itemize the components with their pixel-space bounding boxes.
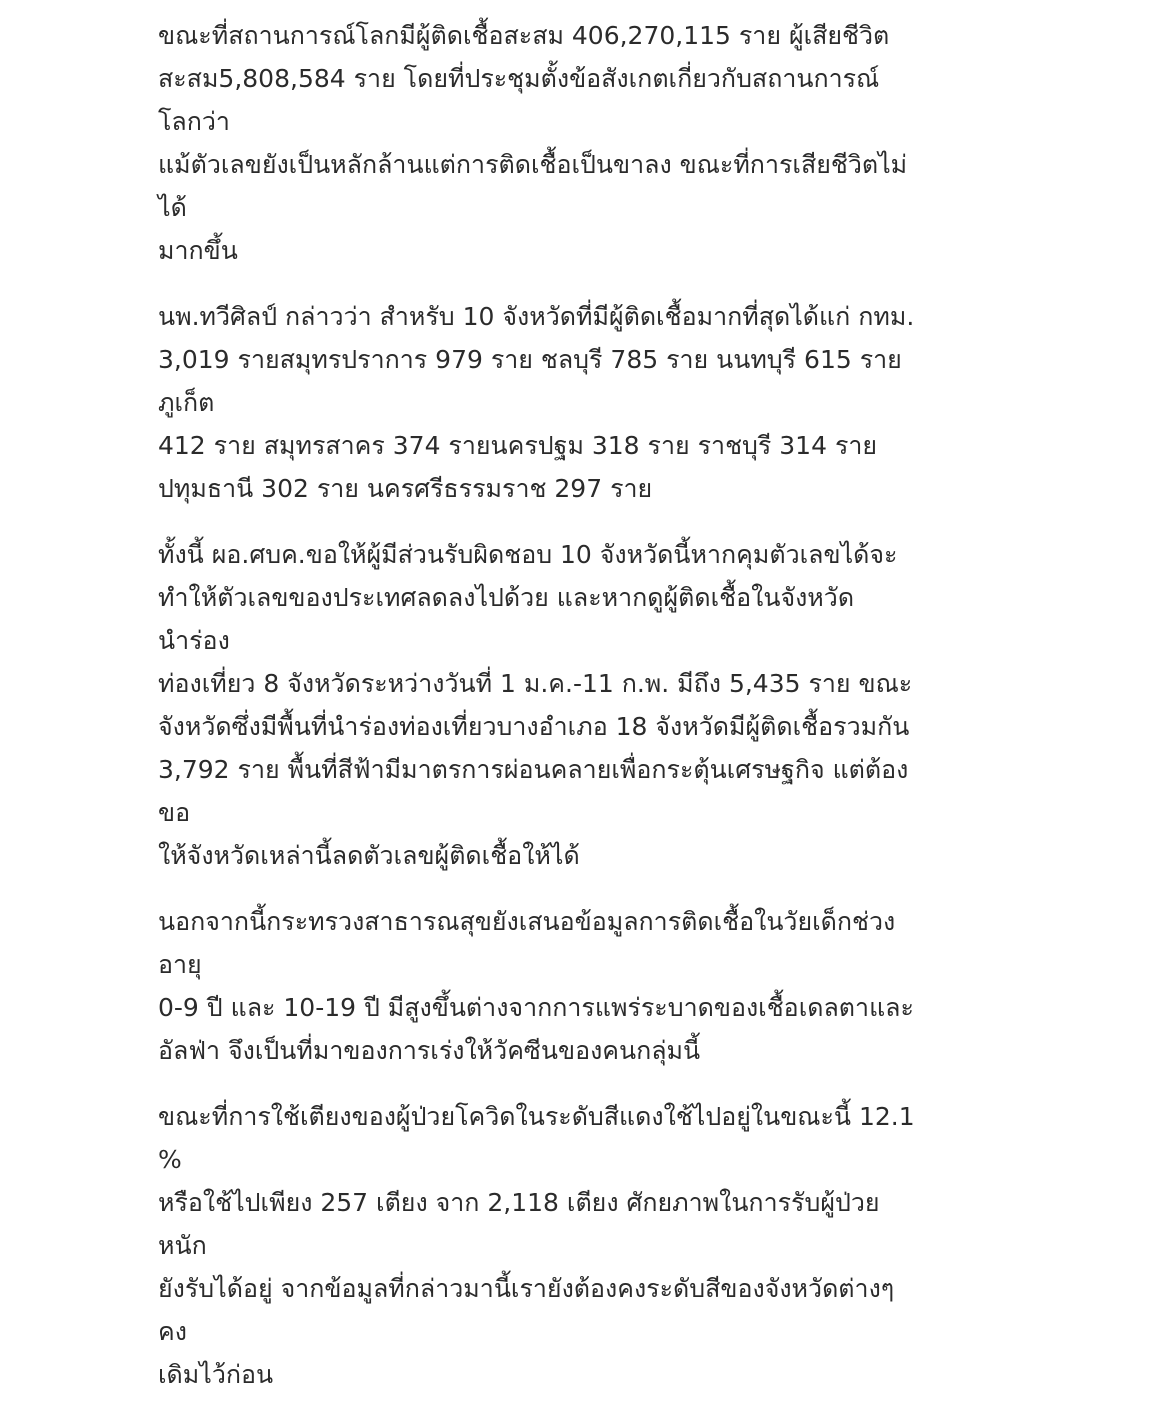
paragraph-pilot-tourism-provinces: ทั้งนี้ ผอ.ศบค.ขอให้ผู้มีส่วนรับผิดชอบ 10 จังหวัดนี้หากคุมตัวเลขได้จะ ทำให้ตัวเลขของประเทศลดลงไปด้วย และหากดูผู้ติดเชื้อในจังหวัดนำร่อง ท่องเที่ยว 8 จังหวัดระหว่างวันที่ 1 ม.ค.-11 ก.พ. มีถึง 5,435 ราย ขณะ จังหวัดซึ่งมีพื้นที่นำร่องท่องเที่ยวบางอำเภอ 18 จังหวัดมีผู้ติดเชื้อรวมกัน 3,792 ราย พื้นที่สีฟ้ามีมาตรการผ่อนคลายเพื่อกระตุ้นเศรษฐกิจ แต่ต้องขอ ให้จังหวัดเหล่านี้ลดตัวเลขผู้ติดเชื้อให้ได้: [158, 540, 913, 870]
paragraph-world-situation: ขณะที่สถานการณ์โลกมีผู้ติดเชื้อสะสม 406,270,115 ราย ผู้เสียชีวิต สะสม5,808,584 ราย โดยที่ประชุมตั้งข้อสังเกตเกี่ยวกับสถานการณ์โลกว่า แม้ตัวเลขยังเป็นหลักล้านแต่การติดเชื้อเป็นขาลง ขณะที่การเสียชีวิตไม่ได้ มากขึ้น: [158, 21, 908, 265]
paragraph-child-infections: นอกจากนี้กระทรวงสาธารณสุขยังเสนอข้อมูลการติดเชื้อในวัยเด็กช่วงอายุ 0-9 ปี และ 10-19 ปี มีสูงขึ้นต่างจากการแพร่ระบาดของเชื้อเดลตาและ อัลฟ่า จึงเป็นที่มาของการเร่งให้วัคซีนของคนกลุ่มนี้: [158, 907, 914, 1065]
article-body: [158, 14, 918, 1419]
paragraph-hospital-beds: ขณะที่การใช้เตียงของผู้ป่วยโควิดในระดับสีแดงใช้ไปอยู่ในขณะนี้ 12.1 % หรือใช้ไปเพียง 257 เตียง จาก 2,118 เตียง ศักยภาพในการรับผู้ป่วยหนัก ยังรับได้อยู่ จากข้อมูลที่กล่าวมานี้เรายังต้องคงระดับสีของจังหวัดต่างๆคง เดิมไว้ก่อน: [158, 1102, 915, 1389]
paragraph-top-10-provinces: นพ.ทวีศิลป์ กล่าวว่า สำหรับ 10 จังหวัดที่มีผู้ติดเชื้อมากที่สุดได้แก่ กทม. 3,019 รายสมุทรปราการ 979 ราย ชลบุรี 785 ราย นนทบุรี 615 ราย ภูเก็ต 412 ราย สมุทรสาคร 374 รายนครปฐม 318 ราย ราชบุรี 314 ราย ปทุมธานี 302 ราย นครศรีธรรมราช 297 ราย: [158, 302, 915, 503]
